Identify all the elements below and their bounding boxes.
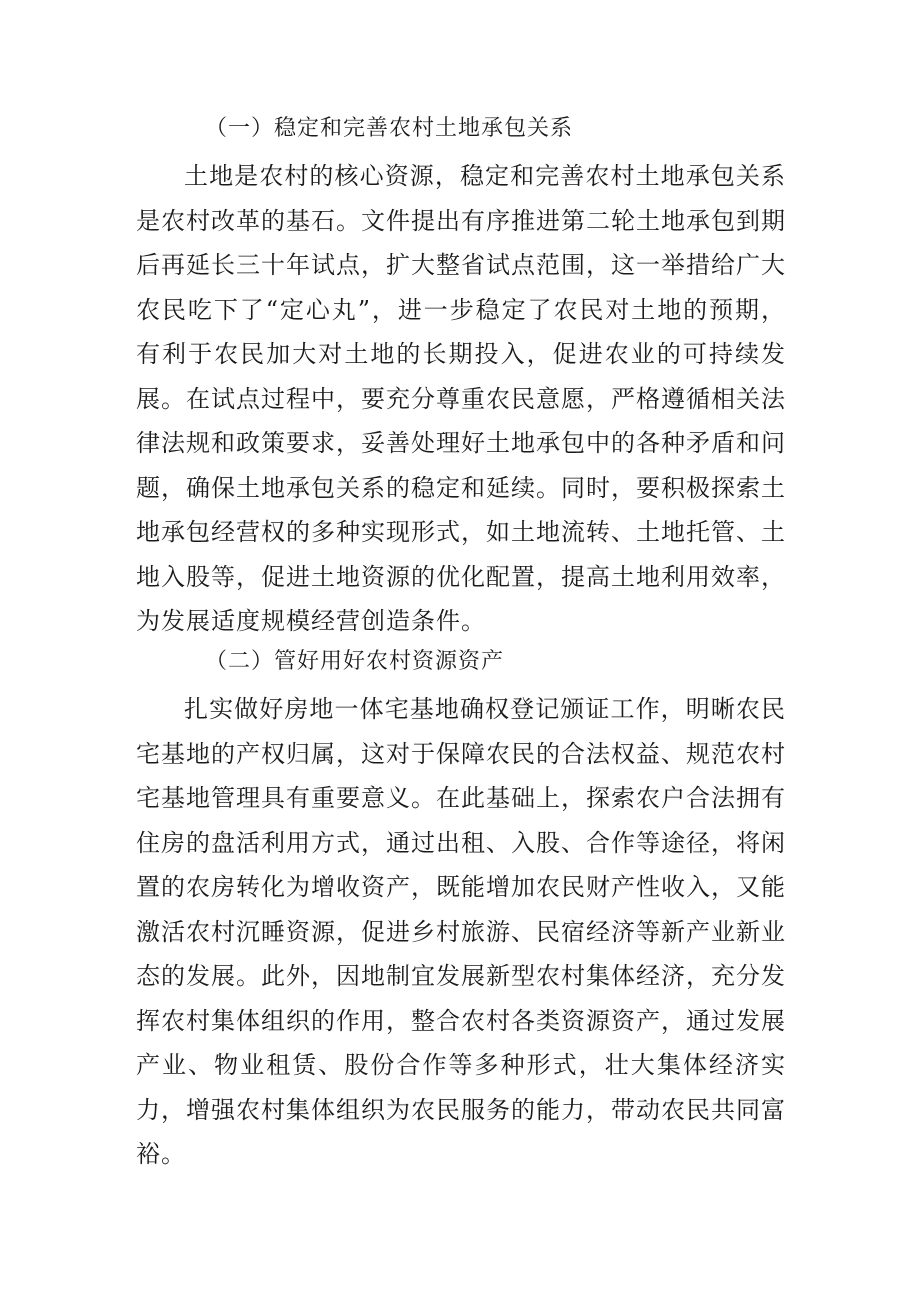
section-2-heading: （二）管好用好农村资源资产 [205, 649, 505, 674]
section-1-heading: （一）稳定和完善农村土地承包关系 [205, 116, 574, 141]
section-2-paragraph: 扎实做好房地一体宅基地确权登记颁证工作，明晰农民宅基地的产权归属，这对于保障农民的合法权益、规范农村宅基地管理具有重要意义。在此基础上，探索农户合法拥有住房的盘活利用方式，通过出租、入股、合作等途径，将闲置的农房转化为增收资产，既能增加农民财产性收入，又能激活农村沉睡资源，促进乡村旅游、民宿经济等新产业新业态的发展。此外，因地制宜发展新型农村集体经济，充分发挥农村集体组织的作用，整合农村各类资源资产，通过发展产业、物业租赁、股份合作等多种形式，壮大集体经济实力，增强农村集体组织为农民服务的能力，带动农民共同富裕。 [136, 695, 786, 1168]
section-1-paragraph: 土地是农村的核心资源，稳定和完善农村土地承包关系是农村改革的基石。文件提出有序推进第二轮土地承包到期后再延长三十年试点，扩大整省试点范围，这一举措给广大农民吃下了“定心丸”，进一步稳定了农民对土地的预期，有利于农民加大对土地的长期投入，促进农业的可持续发展。在试点过程中，要充分尊重农民意愿，严格遵循相关法律法规和政策要求，妥善处理好土地承包中的各种矛盾和问题，确保土地承包关系的稳定和延续。同时，要积极探索土地承包经营权的多种实现形式，如土地流转、土地托管、土地入股等，促进土地资源的优化配置，提高土地利用效率，为发展适度规模经营创造条件。 [136, 162, 786, 635]
